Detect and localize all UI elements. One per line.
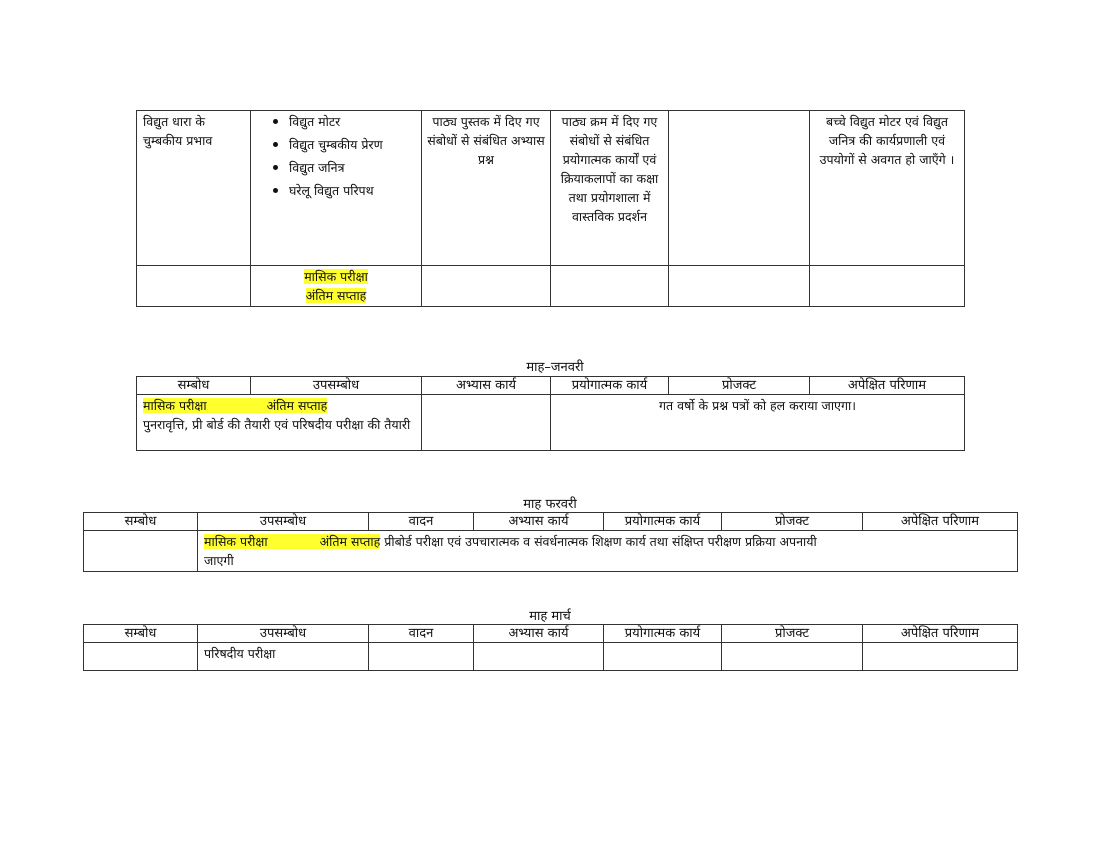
subtopic-list xyxy=(255,112,417,200)
february-text: प्रीबोर्ड परीक्षा एवं उपचारात्मक व संवर्धनात्मक शिक्षण कार्य तथा संक्षिप्त परीक्षण प्रक्रिया अपनायी xyxy=(384,534,817,549)
col-header: सम्बोध xyxy=(137,377,251,395)
practical-cell: पाठ्य क्रम में दिए गए संबोधों से संबंधित प्रयोगात्मक कार्यों एवं क्रियाकलापों का कक्षा तथा प्रयोगशाला में वास्तविक प्रदर्शन xyxy=(551,111,669,266)
table-row xyxy=(137,266,965,307)
table-header-row xyxy=(84,513,1018,531)
col-header: अभ्यास कार्य xyxy=(422,377,551,395)
col-header: अपेक्षित परिणाम xyxy=(863,625,1018,643)
january-table xyxy=(136,376,965,451)
col-header: सम्बोध xyxy=(84,625,198,643)
bullet-icon xyxy=(273,142,278,147)
february-text-cont: जाएगी xyxy=(204,553,234,568)
bullet-icon xyxy=(273,188,278,193)
col-header: वादन xyxy=(369,625,474,643)
revision-cell xyxy=(137,395,422,451)
col-header: प्रोजक्ट xyxy=(669,377,810,395)
revision-text: पुनरावृत्ति, प्री बोर्ड की तैयारी एवं परिषदीय परीक्षा की तैयारी xyxy=(143,417,411,432)
table-row xyxy=(137,111,965,266)
march-title: माह मार्च xyxy=(529,609,571,624)
col-header: प्रयोगात्मक कार्य xyxy=(604,625,722,643)
march-table xyxy=(83,624,1018,671)
bullet-icon xyxy=(273,119,278,124)
col-header: प्रोजक्ट xyxy=(722,625,863,643)
february-plan-cell xyxy=(198,531,1018,572)
january-title: माह–जनवरी xyxy=(526,360,584,375)
col-header: उपसम्बोध xyxy=(198,513,369,531)
last-week-label: अंतिम सप्ताह xyxy=(305,288,367,303)
col-header: सम्बोध xyxy=(84,513,198,531)
col-header: प्रयोगात्मक कार्य xyxy=(604,513,722,531)
monthly-exam-label: मासिक परीक्षा xyxy=(304,269,368,284)
list-item: विद्युत मोटर xyxy=(273,112,417,131)
table-header-row xyxy=(137,377,965,395)
march-subtopic-cell: परिषदीय परीक्षा xyxy=(198,643,369,671)
plan-table-continued xyxy=(136,110,965,307)
subtopics-cell xyxy=(251,111,422,266)
exercise-cell: पाठ्य पुस्तक में दिए गए संबोधों से संबंधित अभ्यास प्रश्न xyxy=(422,111,551,266)
table-row xyxy=(137,395,965,451)
list-item: विद्युत जनित्र xyxy=(273,158,417,177)
february-table xyxy=(83,512,1018,572)
col-header: अभ्यास कार्य xyxy=(474,513,604,531)
col-header: अभ्यास कार्य xyxy=(474,625,604,643)
monthly-exam-cell xyxy=(251,266,422,307)
project-cell xyxy=(669,111,810,266)
col-header: अपेक्षित परिणाम xyxy=(863,513,1018,531)
bullet-icon xyxy=(273,165,278,170)
list-item: विद्युत चुम्बकीय प्रेरण xyxy=(273,135,417,154)
table-row xyxy=(84,531,1018,572)
monthly-exam-label: मासिक परीक्षा अंतिम सप्ताह xyxy=(143,398,328,413)
monthly-exam-label: मासिक परीक्षा अंतिम सप्ताह xyxy=(204,534,381,549)
col-header: उपसम्बोध xyxy=(251,377,422,395)
topic-cell: विद्युत धारा के चुम्बकीय प्रभाव xyxy=(137,111,251,266)
col-header: अपेक्षित परिणाम xyxy=(810,377,965,395)
table-row xyxy=(84,643,1018,671)
col-header: वादन xyxy=(369,513,474,531)
note-cell: गत वर्षो के प्रश्न पत्रों को हल कराया जाएगा। xyxy=(551,395,965,451)
col-header: प्रोजक्ट xyxy=(722,513,863,531)
table-header-row xyxy=(84,625,1018,643)
col-header: उपसम्बोध xyxy=(198,625,369,643)
col-header: प्रयोगात्मक कार्य xyxy=(551,377,669,395)
outcome-cell: बच्चे विद्युत मोटर एवं विद्युत जनित्र की कार्यप्रणाली एवं उपयोगों से अवगत हो जाएँगे । xyxy=(810,111,965,266)
february-title: माह फरवरी xyxy=(523,497,577,512)
list-item: घरेलू विद्युत परिपथ xyxy=(273,181,417,200)
